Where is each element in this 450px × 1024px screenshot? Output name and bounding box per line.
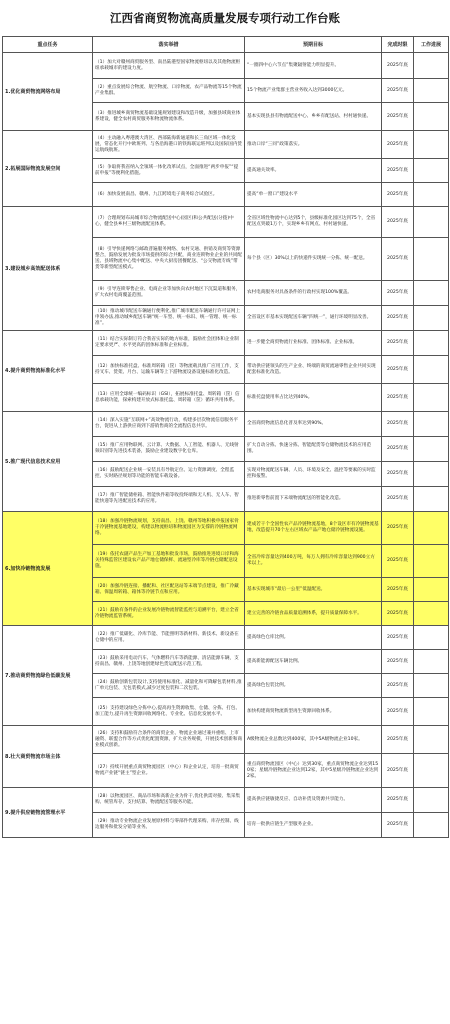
progress-cell: [414, 813, 449, 838]
deadline-cell: 2025年底: [382, 159, 414, 183]
table-row: [3, 626, 449, 650]
measure-cell: （25）支持建设绿色分拣中心,提高再生资源收集、仓储、分拣、打包、加工能力,提升再生资源回收网络化、专业化、信息化发展水平。: [93, 698, 245, 726]
goal-cell: 提高绿色包装比例。: [245, 674, 382, 698]
goal-cell: 建成若干个全国性农产品冷链物流基地，8个设区市有冷链物流基地，改造提升70个左右区域农产品产地仓储冷链物流设施。: [245, 512, 382, 545]
goal-cell: A级物流企业总数达到400家，其中5A级物流企业10家。: [245, 726, 382, 754]
measure-cell: （20）加强冷链连接、播配和、社区配送站等末端节点建设，推广冷藏箱、保温周转箱、箱体等冷链节点和应用。: [93, 578, 245, 602]
progress-cell: [414, 412, 449, 437]
deadline-cell: 2025年底: [382, 238, 414, 281]
measure-cell: （14）深入实施“互联网+”高效物流行动，构建多层次物流信息服务平台，促进从上游供应商到下游销售商的全流程信息共享。: [93, 412, 245, 437]
progress-cell: [414, 437, 449, 462]
deadline-cell: 2025年底: [382, 487, 414, 512]
goal-cell: 基本实现县县有物流配送中心、乡乡有配送站、村村通快递。: [245, 103, 382, 131]
progress-cell: [414, 512, 449, 545]
measure-cell: （1）加大对赣州商贸服务型、南昌陆港型国家物流枢纽以及其他物流枢纽承载城市的建设力度。: [93, 53, 245, 79]
goal-cell: 扩大自动分拣、快速分拣、智能配货等仓储物流技术的应用范围。: [245, 437, 382, 462]
deadline-cell: 2025年底: [382, 79, 414, 103]
table-row: [3, 331, 449, 356]
measure-cell: （7）合理规划布局城市综合物流配送中心(园区)和公共配送(分拨)中心，健全县乡村三级物流配送体系。: [93, 207, 245, 238]
task-cell: 8.壮大商贸物流市场主体: [3, 726, 93, 788]
goal-cell: 基本实现城市“最后一公里”低温配送。: [245, 578, 382, 602]
measure-cell: （17）推广智能储柜箱、智能快件箱等收投终端和无人机、无人车、智能快递等先进配送技术的应用。: [93, 487, 245, 512]
task-cell: 4.提升商贸物流标准化水平: [3, 331, 93, 412]
deadline-cell: 2025年底: [382, 602, 414, 626]
deadline-cell: 2025年底: [382, 356, 414, 384]
measure-cell: （13）应用全球统一编码标识（GSI），拓展标准托盘、周转箱（筐）信息承载功能，探索构建开放式标准托盘、周转箱（筐）循环共用体系。: [93, 384, 245, 412]
measure-cell: （24）鼓励创新包装设计,支持使用标准化、减量化和可降解包装材料,推广单元包装、无包装模式,减少过度包装和二次包装。: [93, 674, 245, 698]
deadline-cell: 2025年底: [382, 726, 414, 754]
measure-cell: （23）鼓励采用电动汽车、气体燃料汽车等新能源、清洁能源车辆，支持南昌、赣州、上饶等地创建绿色货运配送示范工程。: [93, 650, 245, 674]
table-row: [3, 131, 449, 159]
goal-cell: 标准托盘使用率占比达到40%。: [245, 384, 382, 412]
deadline-cell: 2025年底: [382, 578, 414, 602]
table-row: [3, 207, 449, 238]
deadline-cell: 2025年底: [382, 207, 414, 238]
goal-cell: 实现对物流配送车辆、人员、环境及安全、温控等要素的实时监控和报警。: [245, 462, 382, 487]
deadline-cell: 2025年底: [382, 384, 414, 412]
measure-cell: （28）以物流园区、商品市场和高新企业为骨干,优化供需对接、集采集购、统管库存、支付结算、物流配送等服务功能。: [93, 788, 245, 813]
progress-cell: [414, 462, 449, 487]
progress-cell: [414, 281, 449, 306]
deadline-cell: 2025年底: [382, 412, 414, 437]
measure-cell: （10）推动城市配送车辆通行便利化,推广城市配送车辆通行许可证网上申领办法,推动城乡配送车辆“统一车型、统一标识、统一管理、统一标准”。: [93, 306, 245, 331]
deadline-cell: 2025年底: [382, 131, 414, 159]
goal-cell: 提高“单一窗口”建设水平: [245, 183, 382, 207]
progress-cell: [414, 384, 449, 412]
progress-cell: [414, 726, 449, 754]
deadline-cell: 2025年底: [382, 650, 414, 674]
goal-cell: 全省冷库容量达到400万吨，每万人拥有冷库容量达到900立方米以上。: [245, 545, 382, 578]
deadline-cell: 2025年底: [382, 788, 414, 813]
progress-cell: [414, 487, 449, 512]
progress-cell: [414, 183, 449, 207]
goal-cell: 推动口岸“三同”政策落实。: [245, 131, 382, 159]
deadline-cell: 2025年底: [382, 306, 414, 331]
goal-cell: 提高绿色仓库比例。: [245, 626, 382, 650]
goal-cell: 15个物流产业集群主营业务收入达到3000亿元。: [245, 79, 382, 103]
table-row: [3, 512, 449, 545]
deadline-cell: 2025年底: [382, 462, 414, 487]
measure-cell: （3）推进城乡商贸物流基础设施规划建设和改造升级，加强县域商业体系建设，健全农村商贸服务和物流物流体系。: [93, 103, 245, 131]
goal-cell: 推进新零售前置下末端物流配送的智能化改造。: [245, 487, 382, 512]
progress-cell: [414, 331, 449, 356]
progress-cell: [414, 53, 449, 79]
progress-cell: [414, 674, 449, 698]
goal-cell: 带动供应链领头的生产企业、终端的商贸流通零售企业共同实现配套标准化改造。: [245, 356, 382, 384]
progress-cell: [414, 698, 449, 726]
deadline-cell: 2025年底: [382, 183, 414, 207]
header-task: 重点任务: [3, 37, 93, 53]
goal-cell: 培育一批供应链生产型服务企业。: [245, 813, 382, 838]
ledger-table: [2, 36, 449, 838]
goal-cell: 提高通关效率。: [245, 159, 382, 183]
deadline-cell: 2025年底: [382, 103, 414, 131]
table-row: [3, 726, 449, 754]
measure-cell: （8）引导快递网络与邮政普遍服务网络、农村交通、供销及商贸等资源整合，鼓励发展为批发市场提供的综合共配，商业连锁物业企业的共同配送、县域物流中心集中配送、中央大厨房团餐配送、“公交物流专线”带货等新型配送模式。: [93, 238, 245, 281]
deadline-cell: 2025年底: [382, 813, 414, 838]
progress-cell: [414, 578, 449, 602]
goal-cell: “一圈四中心六节点”集聚辐射能力明显提升。: [245, 53, 382, 79]
progress-cell: [414, 238, 449, 281]
table-row: [3, 53, 449, 79]
deadline-cell: 2025年底: [382, 437, 414, 462]
measure-cell: （15）推广应用物联网、云计算、大数据、人工智能、机器人、无线射频识别等先进技术装备，鼓励企业建设数字化仓库。: [93, 437, 245, 462]
progress-cell: [414, 79, 449, 103]
deadline-cell: 2025年底: [382, 512, 414, 545]
measure-cell: （9）引导连锁零售企业、电商企业等加快向农村地区下沉渠道和服务，扩大农村电商覆盖范围。: [93, 281, 245, 306]
progress-cell: [414, 626, 449, 650]
deadline-cell: 2025年底: [382, 674, 414, 698]
measure-cell: （22）推广低碳化、冷库节能、节能照明等新材料、新技术、新设备在仓储中的应用。: [93, 626, 245, 650]
measure-cell: （5）争取将我省纳入全领域一体化改革试点，全面推进“两步申报”“提前申报”等便利化措施。: [93, 159, 245, 183]
task-cell: 7.推动商贸物流绿色低碳发展: [3, 626, 93, 726]
progress-cell: [414, 207, 449, 238]
goal-cell: 建立完善的冷链食品质量追溯体系，提升质量保障水平。: [245, 602, 382, 626]
progress-cell: [414, 545, 449, 578]
task-cell: 3.建设城乡高效配送体系: [3, 207, 93, 331]
task-cell: 5.推广现代信息技术应用: [3, 412, 93, 512]
progress-cell: [414, 650, 449, 674]
table-row: [3, 412, 449, 437]
goal-cell: 提高供应链敏捷反应、自动补货及资源共享能力。: [245, 788, 382, 813]
goal-cell: 进一步健全商贸物流行业标准、团体标准、企业标准。: [245, 331, 382, 356]
goal-cell: 每个县（区）30%以上的快递件实现统一分拣、统一配送。: [245, 238, 382, 281]
header-progress: 工作进展: [414, 37, 449, 53]
progress-cell: [414, 159, 449, 183]
page-title: 江西省商贸物流高质量发展专项行动工作台账: [110, 11, 340, 25]
measure-cell: （29）推动专业物流企业发展原材料与零部件代理采购、库存控制、线边服务和批发分销等业务。: [93, 813, 245, 838]
progress-cell: [414, 602, 449, 626]
measure-cell: （27）持续开展重点商贸物流园区（中心）和企业认定，培育一批商贸物流产业链“链主”型企业。: [93, 754, 245, 788]
measure-cell: （21）鼓励有条件的企业发展冷链物流智能监控与追溯平台，建立全省冷链物流监管系统。: [93, 602, 245, 626]
goal-cell: 全省商贸物流信息化普及率达到90%。: [245, 412, 382, 437]
goal-cell: 加快构建商贸物流新型再生资源回收体系。: [245, 698, 382, 726]
measure-cell: （18）加强冷链物流规划，支持南昌、上饶、赣州等地积极申报国家骨干冷链物流基地建设，构建以物流枢纽和物流园区为支撑的冷链物流网络。: [93, 512, 245, 545]
header-measure: 落实举措: [93, 37, 245, 53]
measure-cell: （26）支持和鼓励符合条件的商贸企业、物流企业通过兼并重组、上市融资、联盟合作等方式优化配置资源，扩大业务规模，开展技术创新和商业模式创新。: [93, 726, 245, 754]
table-row: [3, 788, 449, 813]
header-row: [3, 37, 449, 53]
goal-cell: 重点商贸物流园区（中心）达到30家，重点商贸物流企业达到150家；星级冷链物流企业达到12家，其中5星级冷链物流企业达到2家。: [245, 754, 382, 788]
task-cell: 9.提升供应链物流管理水平: [3, 788, 93, 838]
progress-cell: [414, 754, 449, 788]
progress-cell: [414, 103, 449, 131]
measure-cell: （16）鼓励配送企业统一安装具有导航定位、运力资源调度、全程监控、实时路径规划等功能的智能车载设备。: [93, 462, 245, 487]
task-cell: 2.拓展国际物流发展空间: [3, 131, 93, 207]
deadline-cell: 2025年底: [382, 626, 414, 650]
task-cell: 6.加快冷链物流发展: [3, 512, 93, 626]
deadline-cell: 2025年底: [382, 545, 414, 578]
measure-cell: （11）结合实际制订符合我省实际的地方标准，鼓励社会团体和企业制定要求更严、水平更高的团体标准和企业标准。: [93, 331, 245, 356]
deadline-cell: 2025年底: [382, 698, 414, 726]
deadline-cell: 2025年底: [382, 53, 414, 79]
deadline-cell: 2025年底: [382, 331, 414, 356]
goal-cell: 提高新能源配送车辆比例。: [245, 650, 382, 674]
progress-cell: [414, 306, 449, 331]
progress-cell: [414, 788, 449, 813]
deadline-cell: 2025年底: [382, 754, 414, 788]
measure-cell: （4）主动融入粤港澳大湾区、西部陆海新通道和长三角区域一体化发展，常态化开行中欧班列、与各沿海港口的铁海联运班列以及国际国内货运航线航班。: [93, 131, 245, 159]
measure-cell: （12）加快标准托盘、标准周转箱（筐）等物流载具推广应用工作，支持叉车、货架、月台、运输车辆等上下游物流设备设施标准化改造。: [93, 356, 245, 384]
progress-cell: [414, 356, 449, 384]
progress-cell: [414, 131, 449, 159]
task-cell: 1.优化商贸物流网络布局: [3, 53, 93, 131]
deadline-cell: 2025年底: [382, 281, 414, 306]
goal-cell: 全省设区市基本实现配送车辆“四统一”，通行环境明显改善。: [245, 306, 382, 331]
measure-cell: （6）加快发展南昌、赣州、九江跨境电子商务综合试验区。: [93, 183, 245, 207]
ledger-body: [3, 53, 449, 838]
header-deadline: 完成时限: [382, 37, 414, 53]
measure-cell: （19）依托农副产品生产加工基地和批发市场，鼓励推进进境口岸和海关特殊监管区建设农产品产地仓储保鲜、流通型冷库等冷链仓储配送设施。: [93, 545, 245, 578]
measure-cell: （2）重点发展综合物流、航空物流、口岸物流、农产品物流等15个物流产业集群。: [93, 79, 245, 103]
goal-cell: 全省区域性物流中心达到5个，县级标准化园区达到75个，全省配送点突破1万个，实现乡乡有网点、村村通快递。: [245, 207, 382, 238]
goal-cell: 农村电商服务对具备条件的行政村实现100%覆盖。: [245, 281, 382, 306]
header-goal: 预期目标: [245, 37, 382, 53]
